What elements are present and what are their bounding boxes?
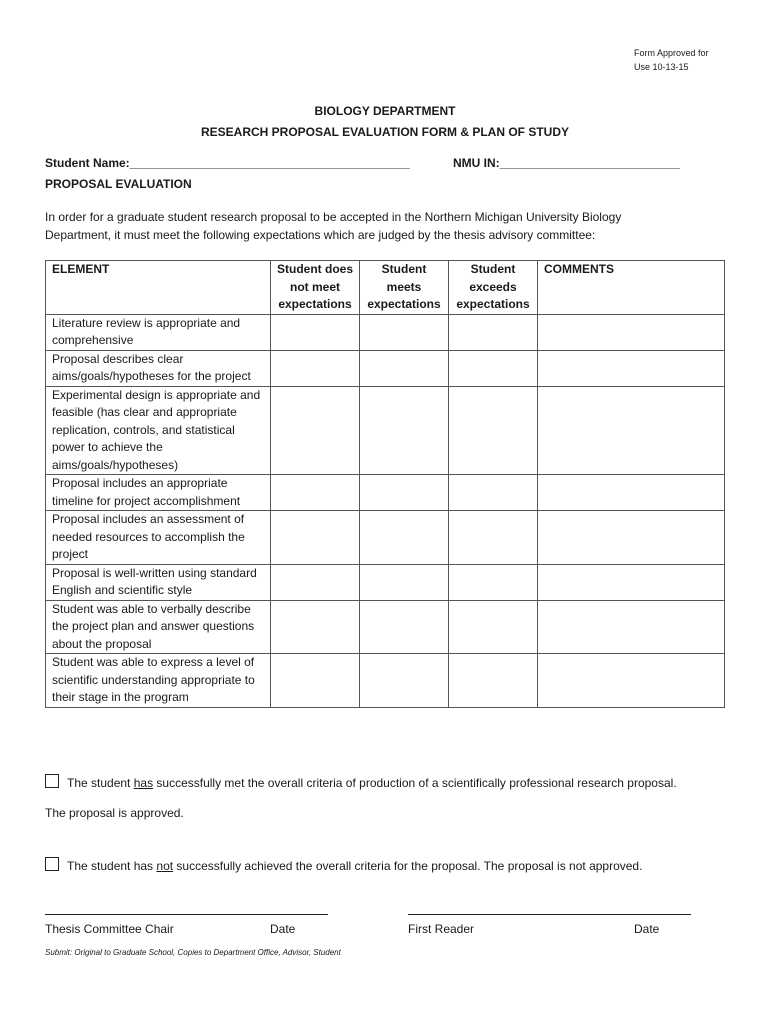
rejection-suffix: successfully achieved the overall criteria for the proposal. The proposal is not approved. — [173, 859, 643, 873]
evaluation-table — [45, 260, 725, 708]
exceeds-cell[interactable] — [449, 511, 538, 565]
comments-cell[interactable] — [538, 511, 725, 565]
comments-cell[interactable] — [538, 564, 725, 600]
element-cell: Proposal includes an assessment of needed resources to accomplish the project — [46, 511, 271, 565]
not-meet-cell[interactable] — [271, 564, 360, 600]
table-row — [46, 350, 725, 386]
table-row — [46, 654, 725, 708]
exceeds-cell[interactable] — [449, 564, 538, 600]
chair-date-label: Date — [270, 922, 296, 936]
exceeds-cell[interactable] — [449, 654, 538, 708]
intro-paragraph: In order for a graduate student research proposal to be accepted in the Northern Michigan University Biology Department, it must meet the following expectations which are judged by the thesis advisory committee: — [45, 210, 622, 242]
rejection-statement — [45, 857, 642, 873]
header-exceeds: Student exceeds expectations — [449, 261, 538, 315]
rejection-emphasis: not — [156, 859, 174, 873]
element-cell: Proposal includes an appropriate timeline for project accomplishment — [46, 475, 271, 511]
not-meet-cell[interactable] — [271, 654, 360, 708]
element-cell: Literature review is appropriate and comprehensive — [46, 314, 271, 350]
rejection-prefix: The student has — [67, 859, 157, 873]
student-name-field[interactable]: Student Name:__________________________________________ — [45, 156, 410, 170]
reader-label: First Reader — [408, 922, 475, 936]
department-title: BIOLOGY DEPARTMENT — [314, 104, 456, 118]
header-element: ELEMENT — [46, 261, 271, 315]
meets-cell[interactable] — [360, 314, 449, 350]
comments-cell[interactable] — [538, 654, 725, 708]
meets-cell[interactable] — [360, 475, 449, 511]
approval-suffix: successfully met the overall criteria of production of a scientifically professional research proposal. — [153, 776, 677, 790]
approval-prefix: The student — [67, 776, 134, 790]
chair-signature-line[interactable] — [45, 914, 328, 915]
meets-cell[interactable] — [360, 386, 449, 475]
reader-date-label: Date — [634, 922, 660, 936]
not-meet-cell[interactable] — [271, 475, 360, 511]
exceeds-cell[interactable] — [449, 386, 538, 475]
element-cell: Student was able to verbally describe the project plan and answer questions about the proposal — [46, 600, 271, 654]
form-approval-line-1: Form Approved for — [634, 48, 709, 58]
comments-cell[interactable] — [538, 600, 725, 654]
meets-cell[interactable] — [360, 350, 449, 386]
exceeds-cell[interactable] — [449, 350, 538, 386]
table-header-row — [46, 261, 725, 315]
table-row — [46, 600, 725, 654]
section-title: PROPOSAL EVALUATION — [45, 177, 192, 191]
meets-cell[interactable] — [360, 654, 449, 708]
exceeds-cell[interactable] — [449, 314, 538, 350]
form-approval-note — [634, 46, 709, 74]
approval-line-2: The proposal is approved. — [45, 806, 184, 820]
reader-signature-line[interactable] — [408, 914, 691, 915]
comments-cell[interactable] — [538, 475, 725, 511]
approval-statement — [45, 774, 677, 790]
approval-emphasis: has — [133, 776, 154, 790]
nmu-in-field[interactable]: NMU IN:___________________________ — [453, 156, 680, 170]
table-row — [46, 386, 725, 475]
meets-cell[interactable] — [360, 511, 449, 565]
chair-label: Thesis Committee Chair — [45, 922, 174, 936]
submission-footer: Submit: Original to Graduate School, Copies to Department Office, Advisor, Student — [45, 948, 341, 957]
not-meet-cell[interactable] — [271, 511, 360, 565]
table-row — [46, 564, 725, 600]
header-comments: COMMENTS — [538, 261, 725, 315]
element-cell: Student was able to express a level of scientific understanding appropriate to their stage in the program — [46, 654, 271, 708]
comments-cell[interactable] — [538, 350, 725, 386]
table-row — [46, 475, 725, 511]
table-row — [46, 314, 725, 350]
comments-cell[interactable] — [538, 314, 725, 350]
header-not-meet: Student does not meet expectations — [271, 261, 360, 315]
meets-cell[interactable] — [360, 564, 449, 600]
not-meet-cell[interactable] — [271, 386, 360, 475]
form-header — [0, 103, 770, 145]
table-row — [46, 511, 725, 565]
element-cell: Proposal describes clear aims/goals/hypotheses for the project — [46, 350, 271, 386]
not-meet-cell[interactable] — [271, 314, 360, 350]
not-approved-checkbox[interactable] — [45, 857, 59, 871]
approved-checkbox[interactable] — [45, 774, 59, 788]
comments-cell[interactable] — [538, 386, 725, 475]
not-meet-cell[interactable] — [271, 350, 360, 386]
header-meets: Student meets expectations — [360, 261, 449, 315]
exceeds-cell[interactable] — [449, 475, 538, 511]
form-title: RESEARCH PROPOSAL EVALUATION FORM & PLAN OF STUDY — [200, 125, 569, 139]
meets-cell[interactable] — [360, 600, 449, 654]
element-cell: Proposal is well-written using standard English and scientific style — [46, 564, 271, 600]
element-cell: Experimental design is appropriate and feasible (has clear and appropriate replication, controls, and statistical power to achieve the aims/goals/hypotheses) — [46, 386, 271, 475]
not-meet-cell[interactable] — [271, 600, 360, 654]
exceeds-cell[interactable] — [449, 600, 538, 654]
form-approval-line-2: Use 10-13-15 — [634, 62, 689, 72]
